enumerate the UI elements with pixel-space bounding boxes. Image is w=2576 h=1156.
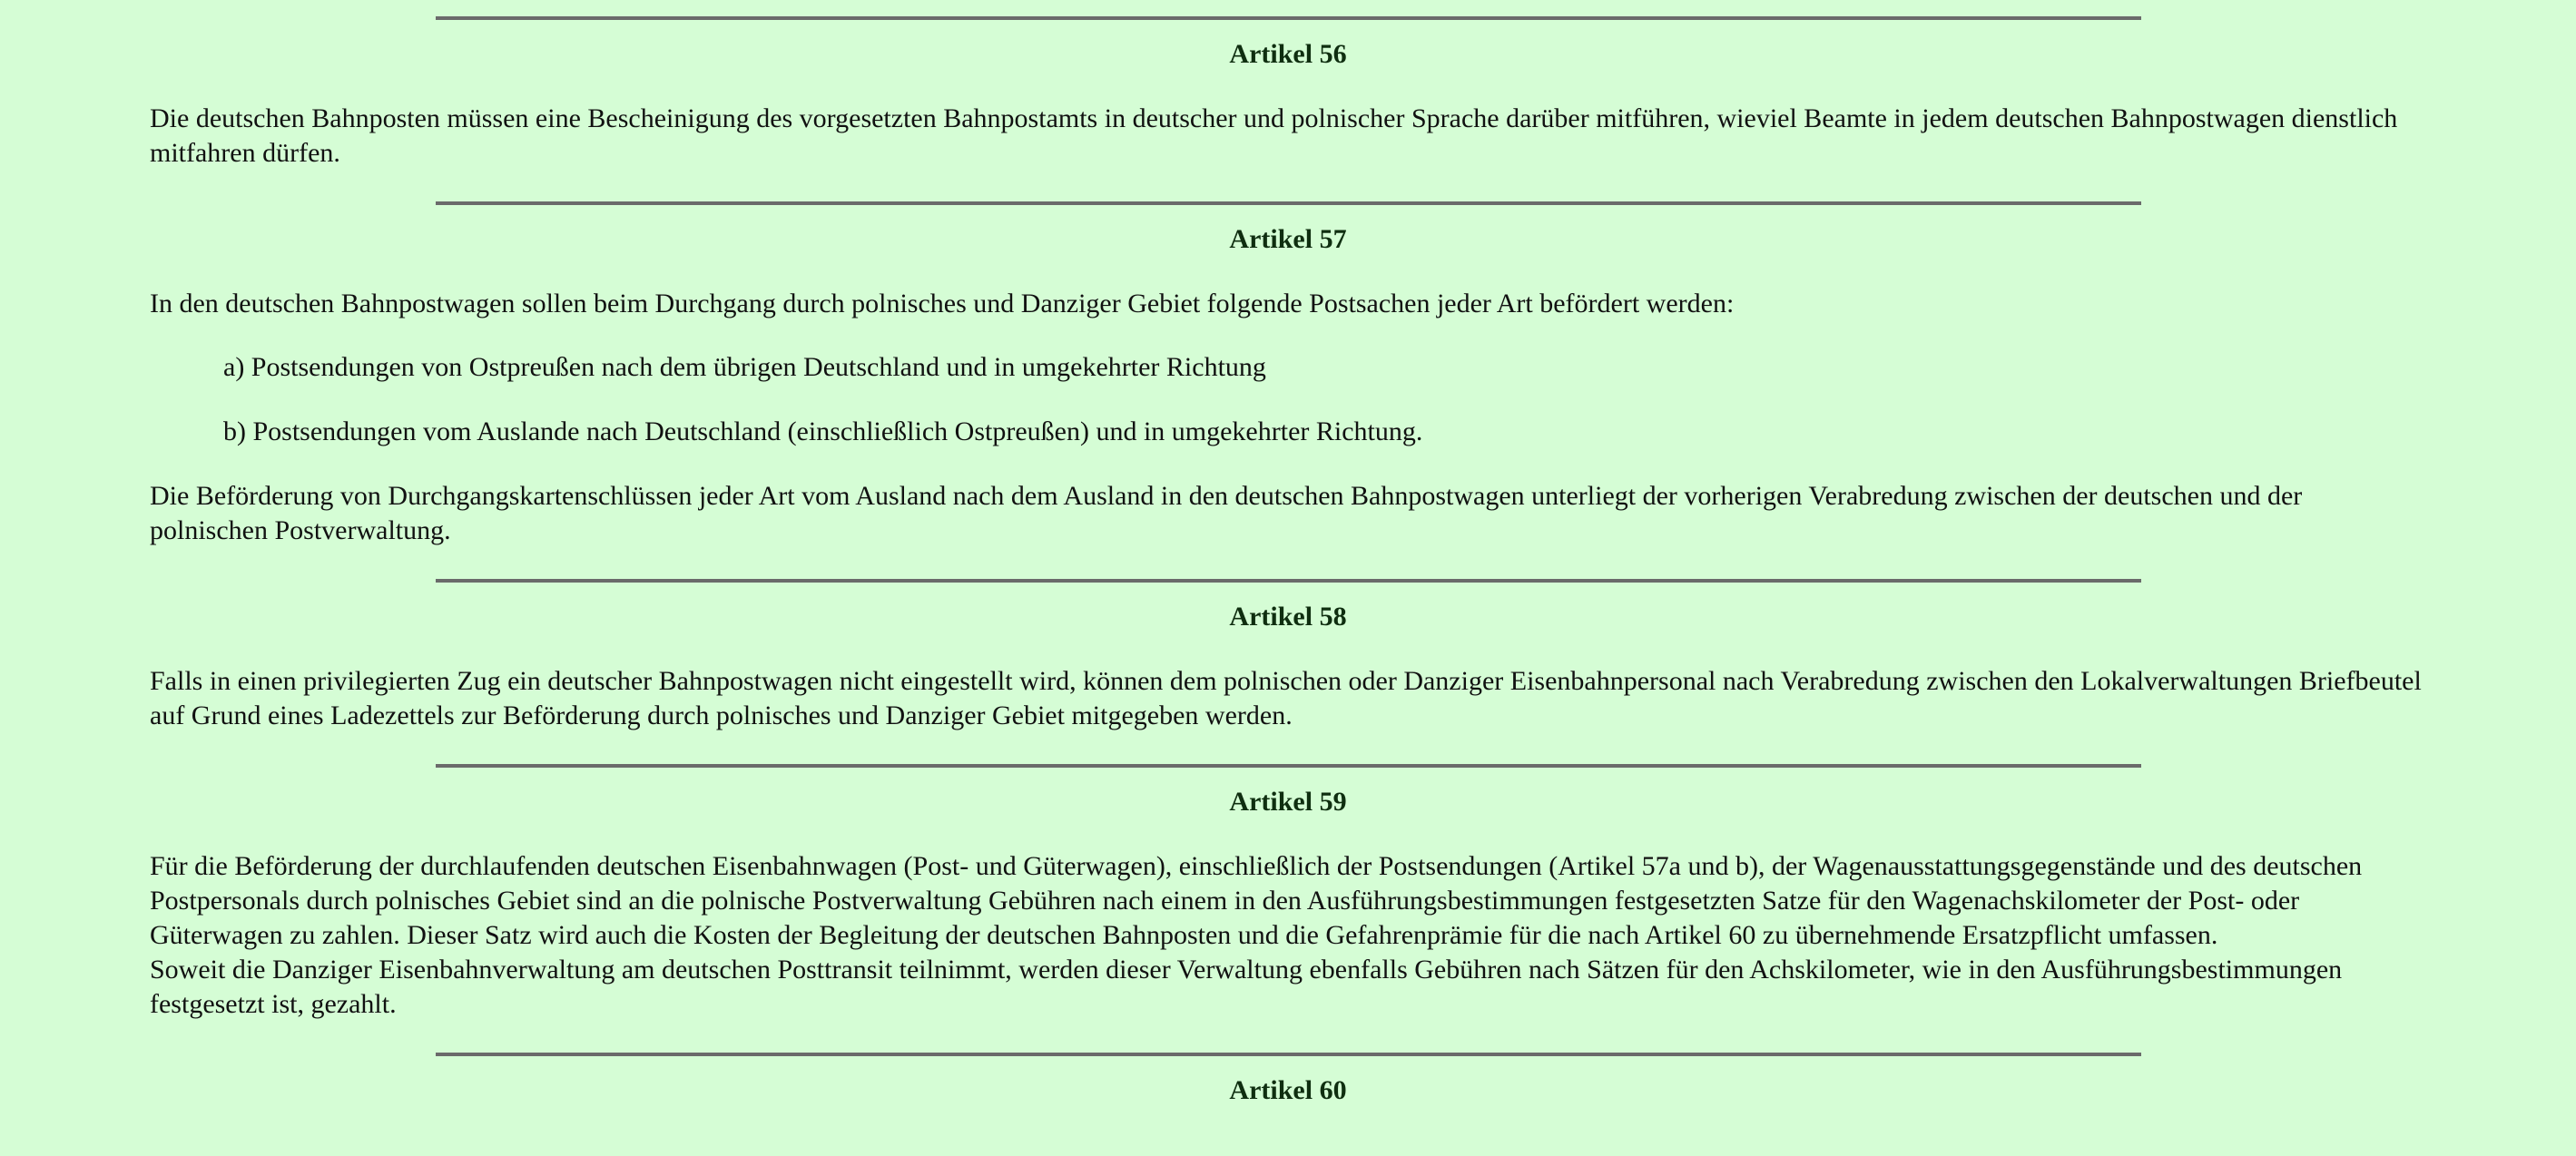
article-paragraph: Für die Beförderung der durchlaufenden deutschen Eisenbahnwagen (Post- und Güterwagen), einschließlich der Postsendungen (Artikel 57a und b), der Wagenausstattungsgegenstände und des deutschen Postpersonals durch polnisches Gebiet sind an die polnische Postverwaltung Gebühren nach einem in den Ausführungsbestimmungen festgesetzten Satze für den Wagenachskilometer der Post- oder Güterwagen zu zahlen. Dieser Satz wird auch die Kosten der Begleitung der deutschen Bahnposten und die Gefahrenprämie für die nach Artikel 60 zu übernehmende Ersatzpflicht umfassen.	[150, 851, 2363, 950]
document-body	[0, 16, 2576, 1109]
article-paragraph: Falls in einen privilegierten Zug ein deutscher Bahnpostwagen nicht eingestellt wird, können dem polnischen oder Danziger Eisenbahnpersonal nach Verabredung zwischen den Lokalverwaltungen Briefbeutel auf Grund eines Ladezettels zur Beförderung durch polnisches und Danziger Gebiet mitgegeben werden.	[150, 666, 2422, 730]
section-divider	[436, 1053, 2141, 1056]
article-paragraph: In den deutschen Bahnpostwagen sollen beim Durchgang durch polnisches und Danziger Gebiet folgende Postsachen jeder Art befördert werden:	[150, 289, 1735, 318]
article-58	[150, 579, 2426, 733]
section-divider	[436, 764, 2141, 768]
article-56	[150, 16, 2426, 171]
list-item: b) Postsendungen vom Auslande nach Deutschland (einschließlich Ostpreußen) und in umgekehrter Richtung.	[223, 416, 1423, 446]
article-57	[150, 201, 2426, 548]
section-divider	[436, 579, 2141, 583]
article-title: Artikel 58	[1229, 602, 1347, 632]
article-title: Artikel 59	[1229, 787, 1347, 817]
article-paragraph: Die Beförderung von Durchgangskartenschlüssen jeder Art vom Ausland nach dem Ausland in den deutschen Bahnpostwagen unterliegt der vorherigen Verabredung zwischen der deutschen und der polnischen Postverwaltung.	[150, 481, 2303, 545]
article-title: Artikel 60	[1229, 1075, 1347, 1105]
section-divider	[436, 201, 2141, 205]
article-60	[150, 1053, 2426, 1109]
article-paragraph: Die deutschen Bahnposten müssen eine Bescheinigung des vorgesetzten Bahnpostamts in deutscher und polnischer Sprache darüber mitführen, wieviel Beamte in jedem deutschen Bahnpostwagen dienstlich mitfahren dürfen.	[150, 103, 2398, 168]
article-title: Artikel 57	[1229, 224, 1347, 254]
article-59	[150, 764, 2426, 1022]
article-paragraph: Soweit die Danziger Eisenbahnverwaltung am deutschen Posttransit teilnimmt, werden dieser Verwaltung ebenfalls Gebühren nach Sätzen für den Achskilometer, wie in den Ausführungsbestimmungen festgesetzt ist, gezahlt.	[150, 955, 2343, 1019]
section-divider	[436, 16, 2141, 20]
list-item: a) Postsendungen von Ostpreußen nach dem übrigen Deutschland und in umgekehrter Richtung	[223, 352, 1266, 382]
article-title: Artikel 56	[1229, 39, 1347, 69]
